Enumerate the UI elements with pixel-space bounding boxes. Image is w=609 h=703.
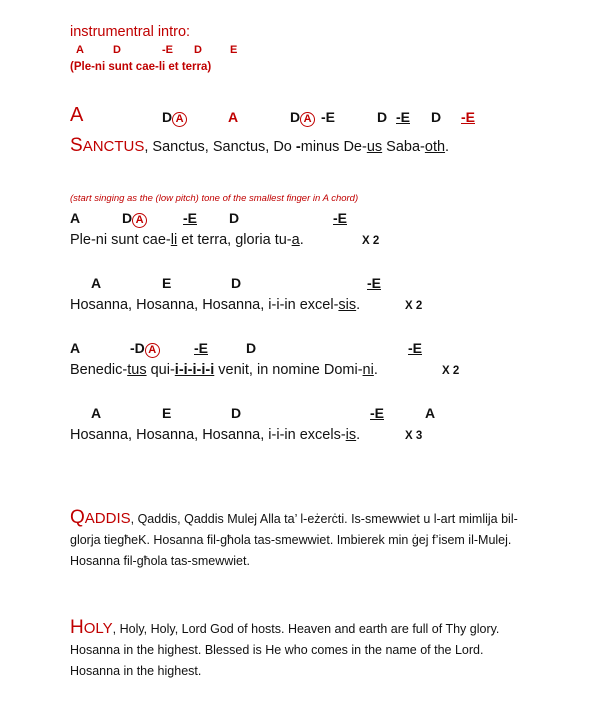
chord-line-pleni: D A xyxy=(122,210,147,228)
chord: -E xyxy=(461,109,475,125)
intro-lyric: (Ple-ni sunt cae-li et terra) xyxy=(70,61,212,73)
chord: D xyxy=(377,109,388,125)
chord: A xyxy=(70,340,81,356)
chord: D xyxy=(229,210,240,226)
caps-title: ANCTUS xyxy=(82,138,145,155)
chord: -E xyxy=(321,109,335,125)
chord: -E xyxy=(367,275,381,291)
chord: E xyxy=(162,405,172,421)
chord-line-sanctus-2 xyxy=(290,109,315,127)
intro-title: instrumentral intro: xyxy=(70,24,191,40)
benedictus-lyric: Benedic-tus qui-i-i-i-i-i venit, in nomine Domi-ni. xyxy=(70,362,378,378)
chord: D xyxy=(162,109,173,125)
chord: -E xyxy=(333,210,347,226)
chord: A xyxy=(228,109,239,125)
sanctus-lyric: SANCTUS, Sanctus, Sanctus, Do -minus De-us Saba-oth. xyxy=(70,135,450,156)
hosanna1-lyric: Hosanna, Hosanna, Hosanna, i-i-in excel-sis. xyxy=(70,297,361,313)
chord-line-sanctus xyxy=(162,109,187,127)
intro-chord: -E xyxy=(162,44,173,56)
repeat-count: X 3 xyxy=(405,430,423,442)
chord: A xyxy=(70,210,81,226)
chord: D xyxy=(231,405,242,421)
repeat-count: X 2 xyxy=(442,365,460,377)
chord: E xyxy=(162,275,172,291)
qaddis-paragraph: QADDIS, Qaddis, Qaddis Mulej Alla ta’ l-eżerċti. Is-smewwiet u l-art mimlija bil-glorja tiegħeK. Hosanna fil-għola tas-smewwiet. Imbierek min ġej f’isem il-Mulej. Hosanna fil-għola tas-smewwiet. xyxy=(70,507,518,568)
chord: D xyxy=(246,340,257,356)
chord: D xyxy=(290,109,301,125)
chord: -E xyxy=(396,109,410,125)
singing-note: (start singing as the (low pitch) tone of the smallest finger in A chord) xyxy=(70,193,359,204)
caps-title: ADDIS xyxy=(84,510,131,527)
sanctus-lead-chord: A xyxy=(70,104,84,126)
chord: D xyxy=(431,109,442,125)
holy-paragraph: HOLY, Holy, Holy, Lord God of hosts. Heaven and earth are full of Thy glory. Hosanna in the highest. Blessed is He who comes in the name of the Lord. Hosanna in the highest. xyxy=(70,617,500,678)
chord-line-benedictus: -D A xyxy=(130,340,160,358)
repeat-count: X 2 xyxy=(362,235,380,247)
chord: -E xyxy=(183,210,197,226)
chord: -E xyxy=(408,340,422,356)
intro-chord: E xyxy=(230,44,238,56)
chord: D xyxy=(231,275,242,291)
chord-circled: A xyxy=(145,343,160,358)
chord: A xyxy=(425,405,436,421)
chord-circled: A xyxy=(300,112,315,127)
intro-chord: D xyxy=(113,44,121,56)
drop-cap: Q xyxy=(70,507,85,528)
chord-circled: A xyxy=(132,213,147,228)
chord: A xyxy=(91,275,102,291)
drop-cap: S xyxy=(70,135,83,156)
intro-chord: A xyxy=(76,44,84,56)
drop-cap: H xyxy=(70,617,84,638)
intro-chord: D xyxy=(194,44,202,56)
chord: -E xyxy=(194,340,208,356)
hosanna2-lyric: Hosanna, Hosanna, Hosanna, i-i-in excels-is. xyxy=(70,427,361,443)
repeat-count: X 2 xyxy=(405,300,423,312)
caps-title: OLY xyxy=(83,620,113,637)
chord: A xyxy=(91,405,102,421)
chord: -E xyxy=(370,405,384,421)
pleni-lyric: Ple-ni sunt cae-li et terra, gloria tu-a. xyxy=(70,232,304,248)
chord-circled: A xyxy=(172,112,187,127)
